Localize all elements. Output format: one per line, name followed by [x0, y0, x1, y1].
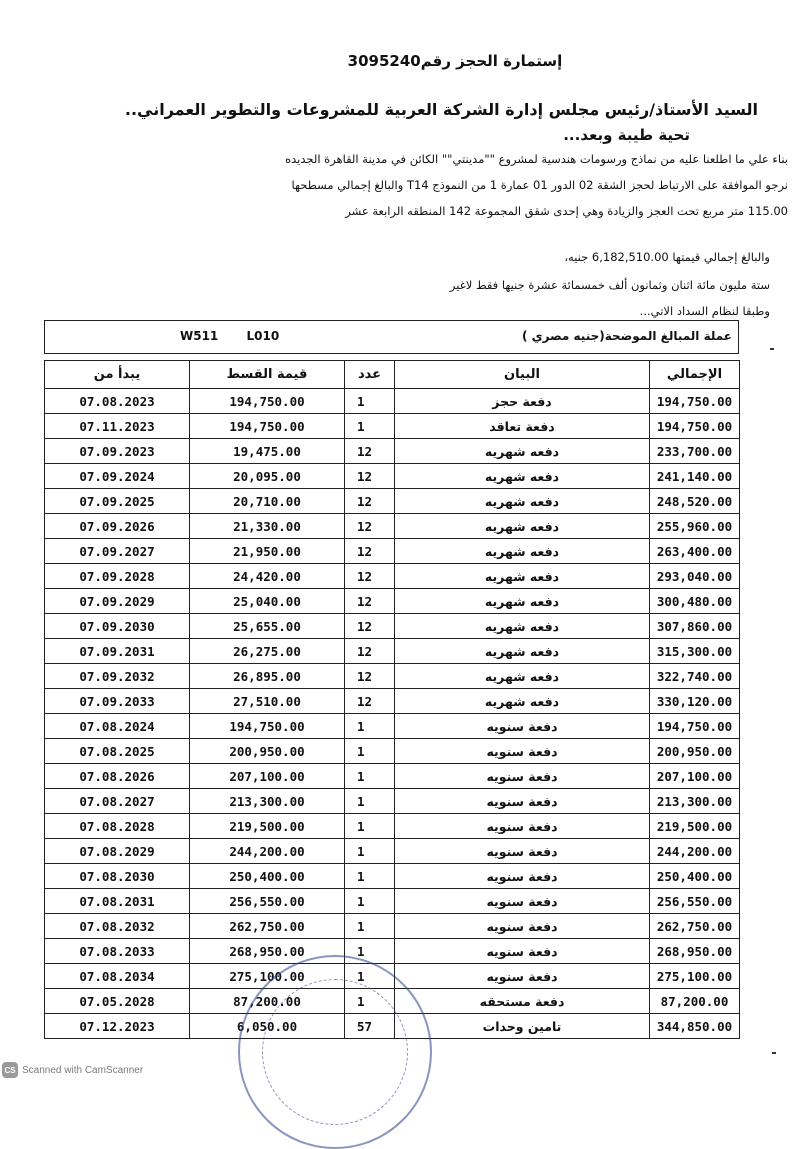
table-row — [45, 839, 740, 864]
count-cell: 12 — [345, 439, 395, 464]
start-date-cell: 07.09.2029 — [45, 589, 190, 614]
total-cell: 207,100.00 — [650, 764, 740, 789]
installment-value-cell: 207,100.00 — [190, 764, 345, 789]
total-cell: 248,520.00 — [650, 489, 740, 514]
currency-header-box — [44, 320, 739, 354]
installment-value-cell: 25,040.00 — [190, 589, 345, 614]
table-header-row — [45, 361, 740, 389]
description-cell: دفعه شهريه — [395, 614, 650, 639]
payment-plan-intro: وطبقا لنظام السداد الاتي... — [639, 304, 770, 318]
description-cell: دفعة سنويه — [395, 714, 650, 739]
unit-codes — [180, 329, 279, 343]
description-cell: دفعة حجز — [395, 389, 650, 414]
count-cell: 1 — [345, 414, 395, 439]
installment-value-cell: 244,200.00 — [190, 839, 345, 864]
start-date-cell: 07.09.2030 — [45, 614, 190, 639]
start-date-cell: 07.09.2031 — [45, 639, 190, 664]
table-row — [45, 489, 740, 514]
total-cell: 315,300.00 — [650, 639, 740, 664]
start-date-cell: 07.08.2032 — [45, 914, 190, 939]
start-date-cell: 07.09.2023 — [45, 439, 190, 464]
scanner-watermark — [2, 1061, 143, 1079]
total-cell: 241,140.00 — [650, 464, 740, 489]
table-row — [45, 589, 740, 614]
installment-value-cell: 19,475.00 — [190, 439, 345, 464]
description-cell: دفعة سنويه — [395, 814, 650, 839]
table-row — [45, 814, 740, 839]
start-date-cell: 07.09.2024 — [45, 464, 190, 489]
start-date-cell: 07.09.2032 — [45, 664, 190, 689]
count-cell: 1 — [345, 989, 395, 1014]
start-date-cell: 07.09.2028 — [45, 564, 190, 589]
table-row — [45, 389, 740, 414]
count-cell: 1 — [345, 914, 395, 939]
start-date-cell: 07.08.2026 — [45, 764, 190, 789]
count-cell: 1 — [345, 939, 395, 964]
total-cell: 330,120.00 — [650, 689, 740, 714]
total-cell: 322,740.00 — [650, 664, 740, 689]
count-cell: 1 — [345, 714, 395, 739]
description-cell: دفعه شهريه — [395, 464, 650, 489]
table-row — [45, 664, 740, 689]
description-cell: تامين وحدات — [395, 1014, 650, 1039]
installment-value-cell: 268,950.00 — [190, 939, 345, 964]
total-cell: 344,850.00 — [650, 1014, 740, 1039]
body-line-2: نرجو الموافقة على الارتباط لحجز الشقة 02 الدور 01 عمارة 1 من النموذج T14 والبالغ إجمالي مسطحها — [291, 178, 788, 192]
description-cell: دفعه شهريه — [395, 514, 650, 539]
table-row — [45, 739, 740, 764]
table-row — [45, 864, 740, 889]
count-cell: 12 — [345, 489, 395, 514]
description-cell: دفعة سنويه — [395, 914, 650, 939]
description-cell: دفعه شهريه — [395, 639, 650, 664]
table-row — [45, 939, 740, 964]
total-cell: 194,750.00 — [650, 714, 740, 739]
count-cell: 1 — [345, 739, 395, 764]
greeting-line: تحية طيبة وبعد... — [563, 126, 690, 144]
description-cell: دفعة مستحقه — [395, 989, 650, 1014]
start-date-cell: 07.08.2033 — [45, 939, 190, 964]
installment-value-cell: 6,050.00 — [190, 1014, 345, 1039]
total-cell: 244,200.00 — [650, 839, 740, 864]
start-date-cell: 07.09.2026 — [45, 514, 190, 539]
total-cell: 219,500.00 — [650, 814, 740, 839]
header-count: عدد — [345, 361, 395, 389]
installment-value-cell: 21,330.00 — [190, 514, 345, 539]
total-cell: 233,700.00 — [650, 439, 740, 464]
payment-schedule-table — [44, 360, 740, 1039]
total-cell: 200,950.00 — [650, 739, 740, 764]
total-cell: 268,950.00 — [650, 939, 740, 964]
table-row — [45, 789, 740, 814]
installment-value-cell: 262,750.00 — [190, 914, 345, 939]
total-cell: 307,860.00 — [650, 614, 740, 639]
count-cell: 12 — [345, 589, 395, 614]
table-row — [45, 439, 740, 464]
installment-value-cell: 26,895.00 — [190, 664, 345, 689]
start-date-cell: 07.09.2033 — [45, 689, 190, 714]
table-row — [45, 714, 740, 739]
description-cell: دفعة سنويه — [395, 789, 650, 814]
start-date-cell: 07.08.2034 — [45, 964, 190, 989]
description-cell: دفعه شهريه — [395, 589, 650, 614]
count-cell: 1 — [345, 389, 395, 414]
table-row — [45, 964, 740, 989]
total-cell: 194,750.00 — [650, 389, 740, 414]
total-amount-line: والبالغ إجمالي قيمتها 6,182,510.00 جنيه، — [564, 250, 770, 264]
count-cell: 12 — [345, 689, 395, 714]
installment-value-cell: 194,750.00 — [190, 389, 345, 414]
table-row — [45, 1014, 740, 1039]
margin-mark — [770, 348, 774, 350]
margin-mark — [772, 1052, 776, 1054]
table-row — [45, 889, 740, 914]
installment-value-cell: 20,710.00 — [190, 489, 345, 514]
total-cell: 263,400.00 — [650, 539, 740, 564]
description-cell: دفعه شهريه — [395, 539, 650, 564]
table-row — [45, 539, 740, 564]
description-cell: دفعه شهريه — [395, 489, 650, 514]
installment-value-cell: 21,950.00 — [190, 539, 345, 564]
description-cell: دفعة سنويه — [395, 864, 650, 889]
start-date-cell: 07.08.2025 — [45, 739, 190, 764]
description-cell: دفعه شهريه — [395, 689, 650, 714]
start-date-cell: 07.05.2028 — [45, 989, 190, 1014]
count-cell: 1 — [345, 764, 395, 789]
installment-value-cell: 26,275.00 — [190, 639, 345, 664]
total-cell: 87,200.00 — [650, 989, 740, 1014]
count-cell: 1 — [345, 889, 395, 914]
form-title: إستمارة الحجز رقم3095240 — [347, 52, 563, 70]
start-date-cell: 07.08.2030 — [45, 864, 190, 889]
description-cell: دفعه شهريه — [395, 564, 650, 589]
count-cell: 1 — [345, 964, 395, 989]
installment-value-cell: 256,550.00 — [190, 889, 345, 914]
count-cell: 1 — [345, 839, 395, 864]
description-cell: دفعة سنويه — [395, 964, 650, 989]
header-start-date: يبدأ من — [45, 361, 190, 389]
count-cell: 1 — [345, 814, 395, 839]
count-cell: 12 — [345, 664, 395, 689]
start-date-cell: 07.08.2023 — [45, 389, 190, 414]
header-installment-value: قيمة القسط — [190, 361, 345, 389]
total-cell: 213,300.00 — [650, 789, 740, 814]
table-row — [45, 914, 740, 939]
installment-value-cell: 87,200.00 — [190, 989, 345, 1014]
installment-value-cell: 20,095.00 — [190, 464, 345, 489]
installment-value-cell: 200,950.00 — [190, 739, 345, 764]
installment-value-cell: 25,655.00 — [190, 614, 345, 639]
count-cell: 12 — [345, 564, 395, 589]
description-cell: دفعة سنويه — [395, 839, 650, 864]
table-row — [45, 639, 740, 664]
count-cell: 12 — [345, 514, 395, 539]
table-row — [45, 514, 740, 539]
start-date-cell: 07.11.2023 — [45, 414, 190, 439]
description-cell: دفعه شهريه — [395, 439, 650, 464]
start-date-cell: 07.08.2024 — [45, 714, 190, 739]
description-cell: دفعة سنويه — [395, 739, 650, 764]
installment-value-cell: 275,100.00 — [190, 964, 345, 989]
table-row — [45, 764, 740, 789]
scanner-text: Scanned with CamScanner — [22, 1064, 144, 1076]
start-date-cell: 07.08.2031 — [45, 889, 190, 914]
start-date-cell: 07.09.2025 — [45, 489, 190, 514]
count-cell: 1 — [345, 864, 395, 889]
installment-value-cell: 213,300.00 — [190, 789, 345, 814]
code-w511: W511 — [180, 329, 219, 343]
installment-value-cell: 219,500.00 — [190, 814, 345, 839]
installment-value-cell: 194,750.00 — [190, 714, 345, 739]
description-cell: دفعة سنويه — [395, 939, 650, 964]
start-date-cell: 07.12.2023 — [45, 1014, 190, 1039]
description-cell: دفعة سنويه — [395, 889, 650, 914]
total-cell: 256,550.00 — [650, 889, 740, 914]
total-cell: 250,400.00 — [650, 864, 740, 889]
total-cell: 300,480.00 — [650, 589, 740, 614]
start-date-cell: 07.09.2027 — [45, 539, 190, 564]
installment-value-cell: 24,420.00 — [190, 564, 345, 589]
table-row — [45, 989, 740, 1014]
total-cell: 262,750.00 — [650, 914, 740, 939]
count-cell: 57 — [345, 1014, 395, 1039]
header-description: البيان — [395, 361, 650, 389]
installment-value-cell: 27,510.00 — [190, 689, 345, 714]
body-line-3: 115.00 متر مربع تحت العجز والزيادة وهي إحدى شقق المجموعة 142 المنطقه الرابعة عشر — [345, 204, 788, 218]
table-body — [45, 389, 740, 1039]
start-date-cell: 07.08.2027 — [45, 789, 190, 814]
header-total: الإجمالي — [650, 361, 740, 389]
total-cell: 293,040.00 — [650, 564, 740, 589]
count-cell: 1 — [345, 789, 395, 814]
start-date-cell: 07.08.2028 — [45, 814, 190, 839]
table-row — [45, 689, 740, 714]
total-cell: 255,960.00 — [650, 514, 740, 539]
installment-value-cell: 250,400.00 — [190, 864, 345, 889]
currency-label: عملة المبالغ الموضحة(جنيه مصري ) — [521, 329, 732, 343]
table-row — [45, 464, 740, 489]
description-cell: دفعه شهريه — [395, 664, 650, 689]
count-cell: 12 — [345, 614, 395, 639]
description-cell: دفعة سنويه — [395, 764, 650, 789]
addressee-line: السيد الأستاذ/رئيس مجلس إدارة الشركة العربية للمشروعات والتطوير العمراني.. — [124, 100, 758, 119]
count-cell: 12 — [345, 639, 395, 664]
body-line-1: بناء علي ما اطلعنا عليه من نماذج ورسومات هندسية لمشروع ""مدينتي"" الكائن في مدينة القاهرة الجديده — [285, 152, 788, 166]
table-row — [45, 414, 740, 439]
total-cell: 194,750.00 — [650, 414, 740, 439]
table-row — [45, 564, 740, 589]
start-date-cell: 07.08.2029 — [45, 839, 190, 864]
amount-in-words: ستة مليون مائة اثنان وثمانون ألف خمسمائة عشرة جنيها فقط لاغير — [449, 278, 770, 292]
code-l010: L010 — [246, 329, 280, 343]
description-cell: دفعة تعاقد — [395, 414, 650, 439]
total-cell: 275,100.00 — [650, 964, 740, 989]
count-cell: 12 — [345, 539, 395, 564]
installment-value-cell: 194,750.00 — [190, 414, 345, 439]
table-row — [45, 614, 740, 639]
camscanner-logo-icon: CS — [2, 1062, 18, 1078]
count-cell: 12 — [345, 464, 395, 489]
